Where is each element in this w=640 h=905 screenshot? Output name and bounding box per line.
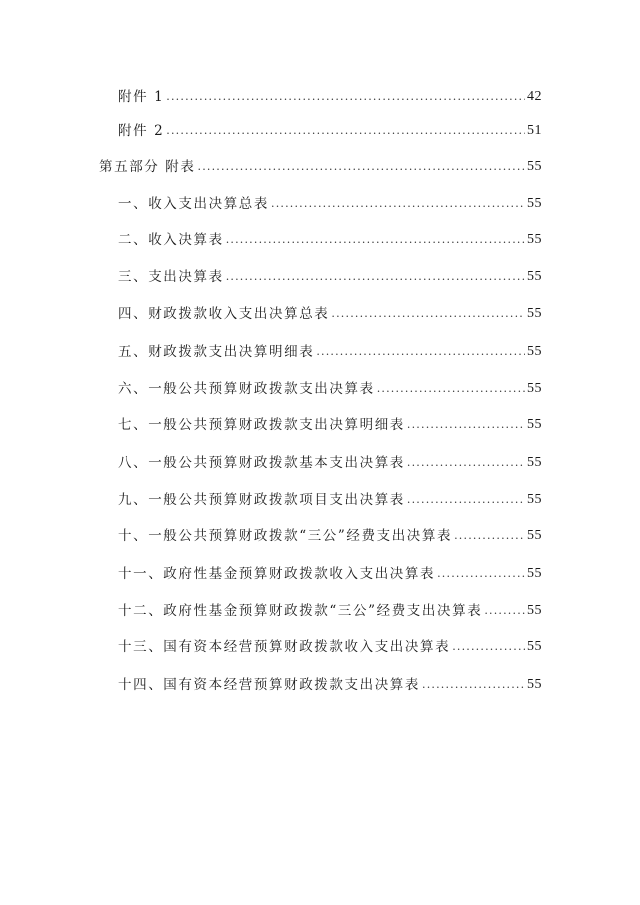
toc-page-number: 55 <box>527 381 542 396</box>
toc-entry-table-6[interactable] <box>118 378 542 400</box>
toc-leader-dots <box>198 156 526 178</box>
toc-entry-label: 十一、政府性基金预算财政拨款收入支出决算表 <box>118 566 436 582</box>
toc-entry-label: 七、一般公共预算财政拨款支出决算明细表 <box>118 417 405 433</box>
toc-entry-table-12[interactable] <box>118 600 542 622</box>
toc-entry-label: 一、收入支出决算总表 <box>118 196 269 212</box>
toc-page-number: 55 <box>527 306 542 321</box>
toc-entry-part-5[interactable] <box>99 156 542 178</box>
toc-entry-table-7[interactable] <box>118 414 542 436</box>
toc-entry-table-3[interactable] <box>118 266 542 288</box>
toc-entry-label: 八、一般公共预算财政拨款基本支出决算表 <box>118 455 405 471</box>
toc-page-number: 55 <box>527 232 542 247</box>
toc-leader-dots <box>226 266 525 288</box>
toc-entry-table-8[interactable] <box>118 452 542 474</box>
toc-leader-dots <box>271 193 525 215</box>
toc-page-number: 55 <box>527 677 542 692</box>
toc-entry-table-1[interactable] <box>118 193 542 215</box>
toc-entry-table-2[interactable] <box>118 229 542 251</box>
toc-page-number: 55 <box>527 417 542 432</box>
toc-entry-label: 九、一般公共预算财政拨款项目支出决算表 <box>118 492 405 508</box>
toc-leader-dots <box>226 229 525 251</box>
toc-page-number: 55 <box>527 639 542 654</box>
toc-page-number: 55 <box>527 566 542 581</box>
toc-leader-dots <box>484 600 525 622</box>
toc-page-number: 55 <box>527 344 542 359</box>
toc-entry-table-13[interactable] <box>118 636 542 658</box>
toc-entry-label: 附件 1 <box>118 89 165 105</box>
toc-leader-dots <box>407 489 525 511</box>
toc-leader-dots <box>422 674 525 696</box>
toc-leader-dots <box>452 636 525 658</box>
toc-entry-table-14[interactable] <box>118 674 542 696</box>
toc-entry-label: 第五部分 附表 <box>99 159 196 175</box>
toc-page-number: 55 <box>527 492 542 507</box>
toc-leader-dots <box>407 414 525 436</box>
toc-leader-dots <box>316 341 525 363</box>
toc-page-number: 55 <box>527 269 542 284</box>
toc-entry-attachment-1[interactable] <box>118 86 542 108</box>
toc-entry-attachment-2[interactable] <box>118 120 542 142</box>
toc-entry-label: 十、一般公共预算财政拨款“三公”经费支出决算表 <box>118 528 453 544</box>
toc-entry-label: 十二、政府性基金预算财政拨款“三公”经费支出决算表 <box>118 603 483 619</box>
toc-entry-label: 二、收入决算表 <box>118 232 224 248</box>
toc-entry-label: 十三、国有资本经营预算财政拨款收入支出决算表 <box>118 639 451 655</box>
toc-entry-label: 附件 2 <box>118 123 165 139</box>
toc-leader-dots <box>377 378 525 400</box>
toc-entry-label: 四、财政拨款收入支出决算总表 <box>118 306 330 322</box>
toc-page-number: 55 <box>527 528 542 543</box>
toc-entry-label: 十四、国有资本经营预算财政拨款支出决算表 <box>118 677 420 693</box>
toc-leader-dots <box>166 120 525 142</box>
toc-leader-dots <box>166 86 525 108</box>
toc-leader-dots <box>437 563 525 585</box>
toc-entry-table-4[interactable] <box>118 303 542 325</box>
toc-entry-table-5[interactable] <box>118 341 542 363</box>
toc-page-number: 42 <box>527 89 542 104</box>
toc-entry-label: 六、一般公共预算财政拨款支出决算表 <box>118 381 375 397</box>
toc-entry-table-9[interactable] <box>118 489 542 511</box>
toc-leader-dots <box>407 452 525 474</box>
toc-page-number: 55 <box>527 455 542 470</box>
toc-page-number: 55 <box>527 159 542 174</box>
toc-page-number: 51 <box>527 123 542 138</box>
toc-page-number: 55 <box>527 603 542 618</box>
toc-entry-label: 五、财政拨款支出决算明细表 <box>118 344 315 360</box>
toc-leader-dots <box>454 525 525 547</box>
toc-entry-table-10[interactable] <box>118 525 542 547</box>
toc-entry-label: 三、支出决算表 <box>118 269 224 285</box>
toc-leader-dots <box>331 303 525 325</box>
toc-page-number: 55 <box>527 196 542 211</box>
toc-entry-table-11[interactable] <box>118 563 542 585</box>
